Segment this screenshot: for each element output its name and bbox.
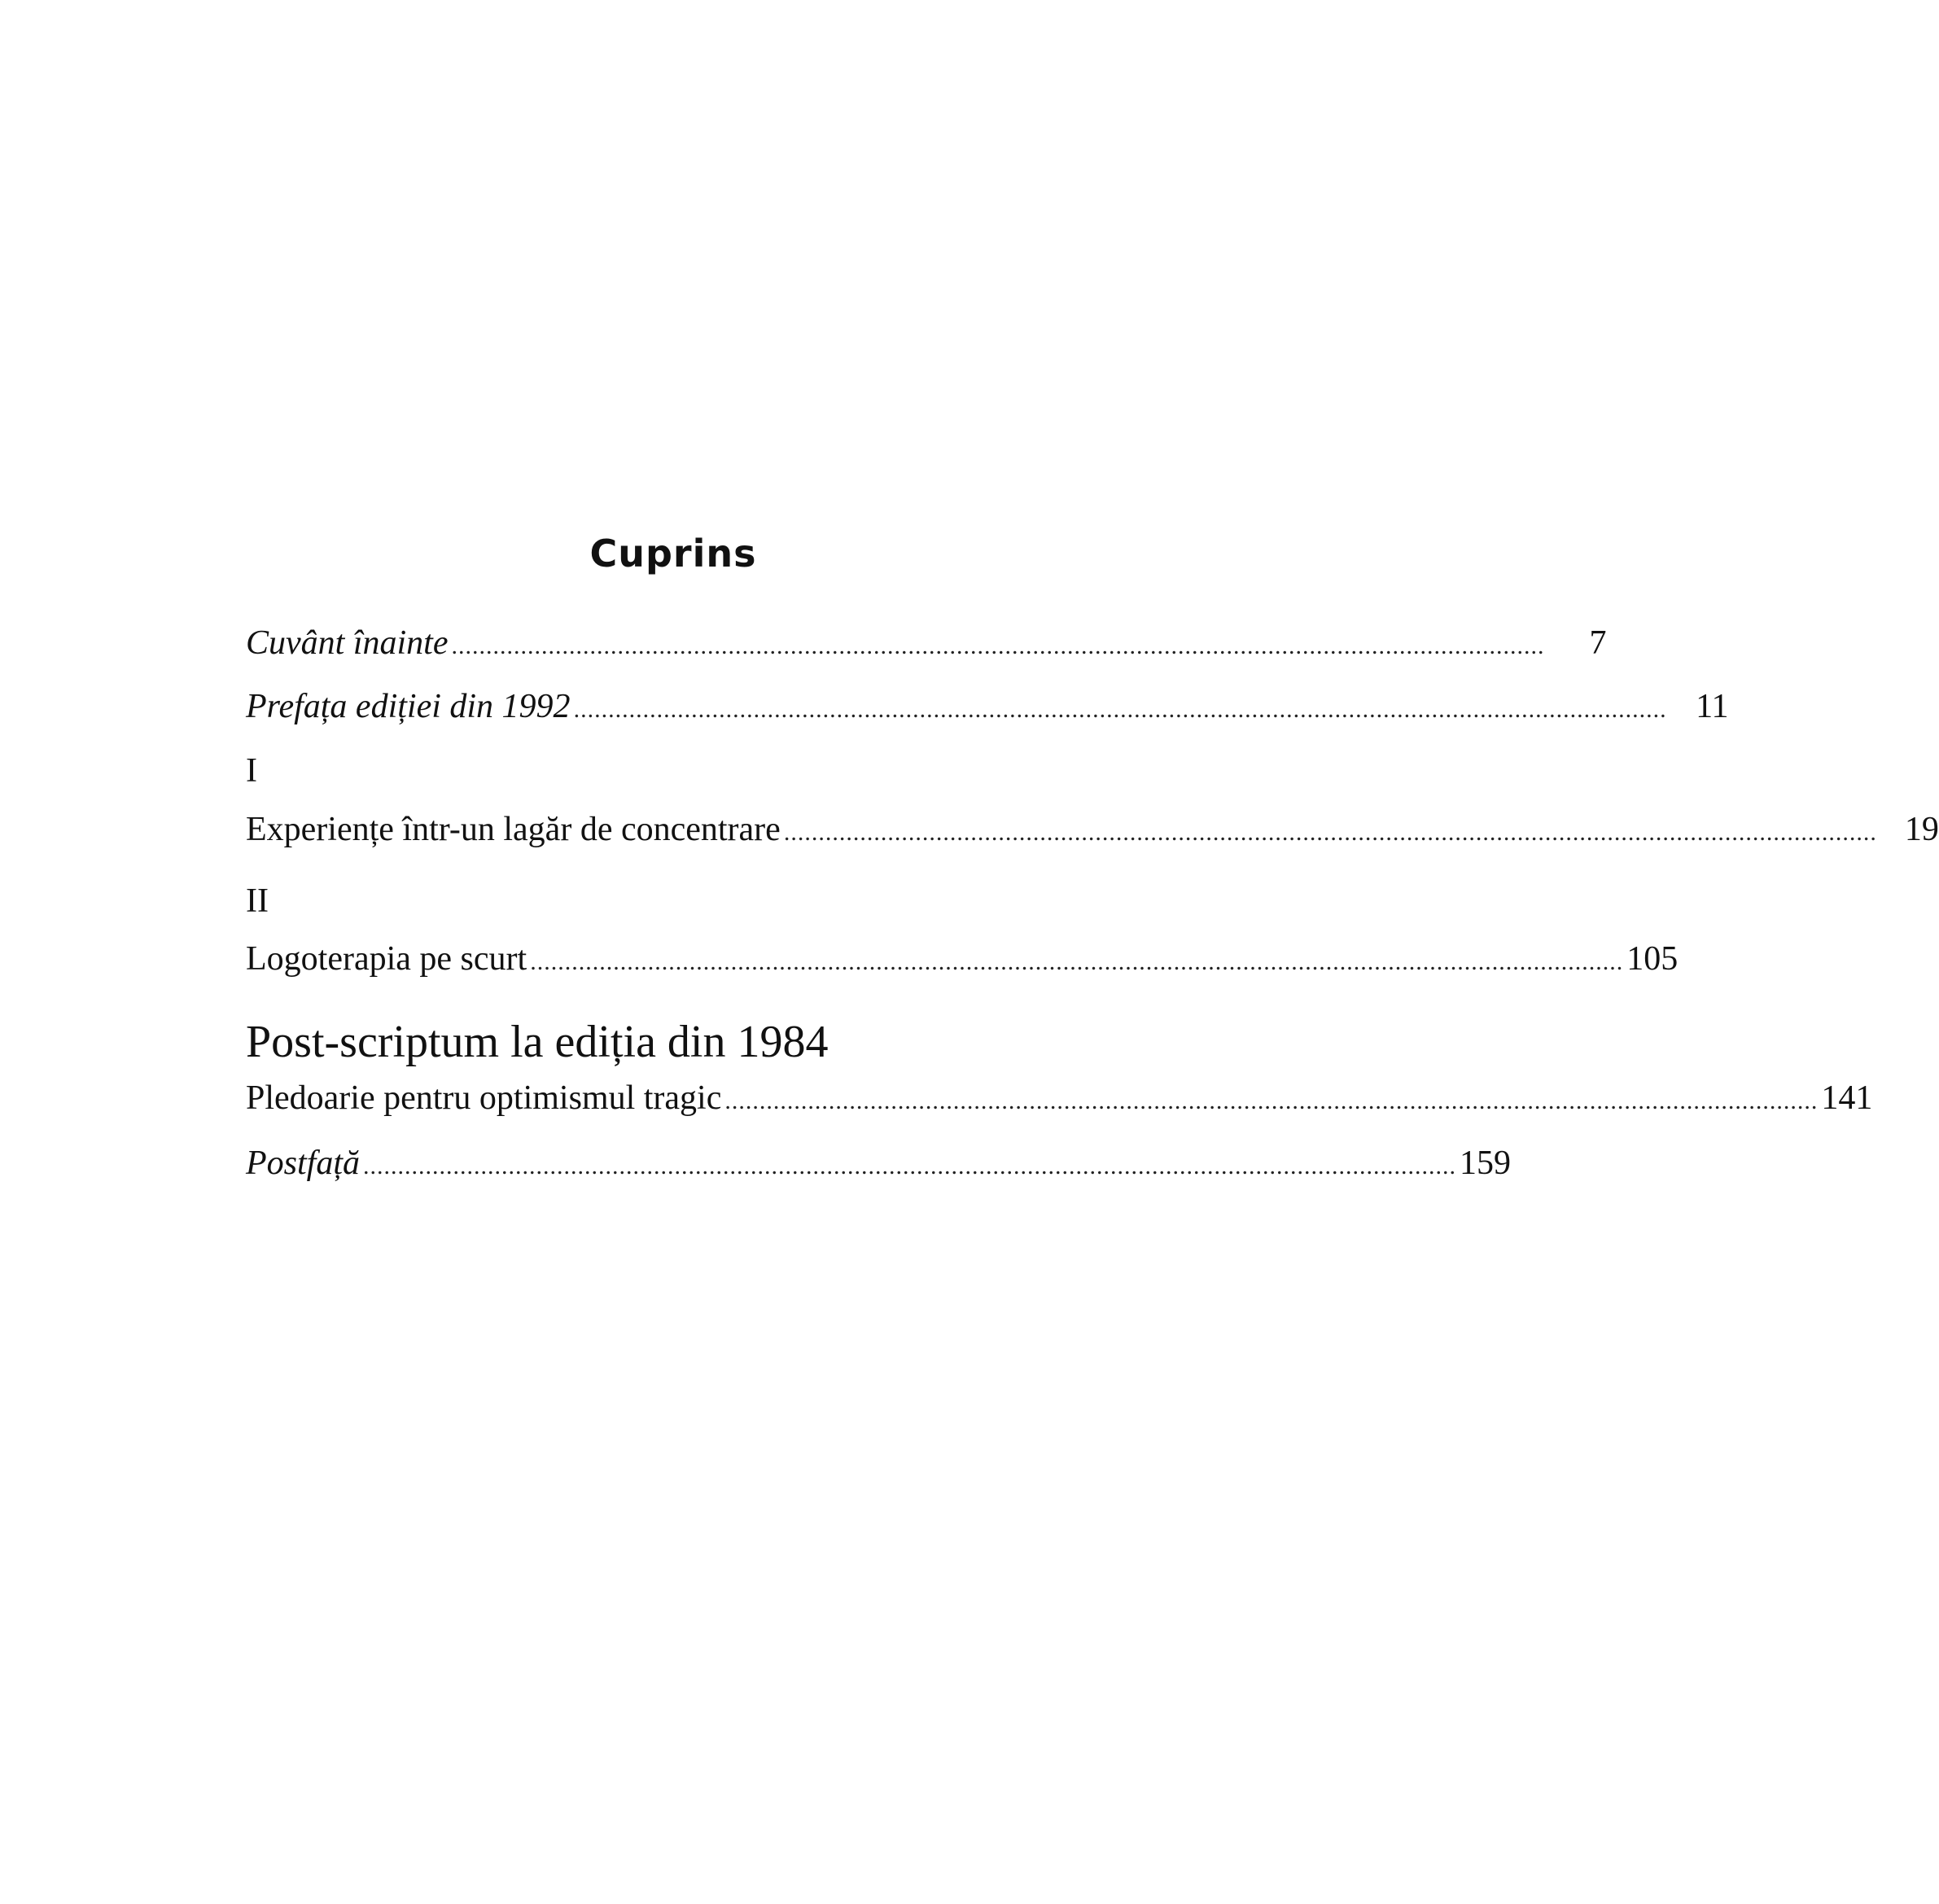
toc-entry-label: Pledoarie pentru optimismul tragic — [246, 1079, 722, 1117]
section-numeral: I — [246, 752, 257, 790]
toc-entry — [246, 808, 1939, 854]
toc-entry-label: Cuvânt înainte — [246, 624, 449, 662]
toc-entry-label: Prefața ediției din 1992 — [246, 688, 571, 725]
toc-entry-page: 11 — [1696, 688, 1729, 725]
part-heading: Post-scriptum la ediția din 1984 — [246, 1017, 829, 1067]
toc-entry — [246, 1077, 1873, 1123]
toc-entry-label: Experiențe într-un lagăr de concentrare — [246, 811, 781, 848]
toc-entry-label: Postfață — [246, 1145, 361, 1182]
dot-leader: .............................................................................................................................................................. — [451, 632, 1545, 659]
dot-leader: .............................................................................................................................................................. — [783, 819, 1877, 846]
page-title: Cuprins — [589, 532, 757, 576]
toc-entry — [246, 685, 1729, 731]
dot-leader: .............................................................................................................................................................. — [724, 1088, 1819, 1114]
toc-entry-label: Logoterapia pe scurt — [246, 940, 527, 978]
toc-entry-page: 7 — [1589, 624, 1607, 662]
toc-entry-page: 105 — [1626, 940, 1679, 978]
toc-entry-page: 159 — [1460, 1145, 1512, 1182]
section-numeral: II — [246, 882, 269, 920]
toc-entry-page: 141 — [1821, 1079, 1873, 1117]
toc-entry — [246, 622, 1607, 667]
dot-leader: .............................................................................................................................................................. — [573, 696, 1667, 723]
toc-entry — [246, 1142, 1512, 1188]
toc-entry-page: 19 — [1904, 811, 1939, 848]
toc-entry — [246, 938, 1679, 983]
dot-leader: .............................................................................................................................................................. — [530, 948, 1624, 975]
dot-leader: .............................................................................................................................................................. — [363, 1153, 1457, 1180]
